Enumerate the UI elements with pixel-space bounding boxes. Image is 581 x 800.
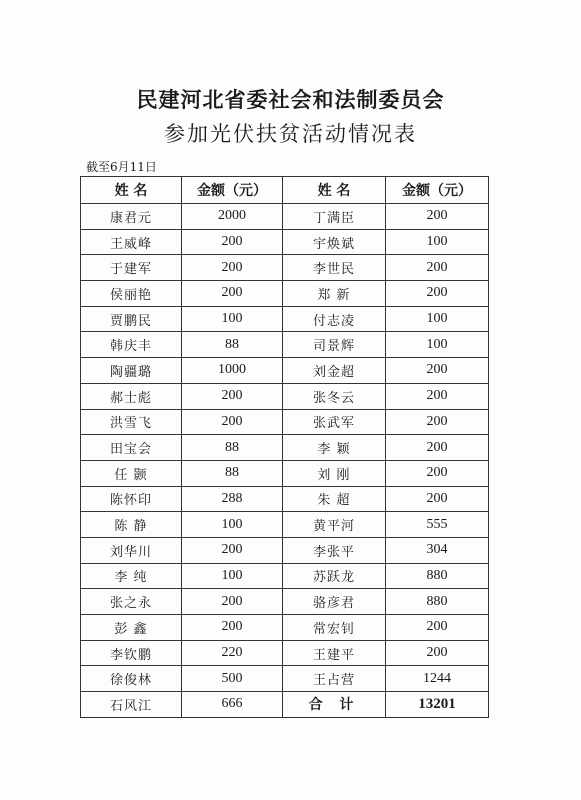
table-row xyxy=(81,383,489,409)
cell-amount-right: 200 xyxy=(386,640,489,666)
cell-amount-right: 880 xyxy=(386,563,489,589)
cell-name-right: 王建平 xyxy=(283,640,386,666)
cell-amount-left: 88 xyxy=(182,435,283,461)
cell-amount-right: 880 xyxy=(386,589,489,615)
cell-name-right: 骆彦君 xyxy=(283,589,386,615)
table-row xyxy=(81,486,489,512)
table-total-row xyxy=(81,692,489,718)
cell-name-right: 李张平 xyxy=(283,537,386,563)
cell-name-right: 黄平河 xyxy=(283,512,386,538)
cell-name-left: 洪雪飞 xyxy=(81,409,182,435)
cell-name-right: 司景辉 xyxy=(283,332,386,358)
cell-name-right: 付志凌 xyxy=(283,306,386,332)
donation-table xyxy=(80,176,489,718)
cell-amount-right: 100 xyxy=(386,332,489,358)
cell-name-left: 刘华川 xyxy=(81,537,182,563)
cell-name-left: 陈怀印 xyxy=(81,486,182,512)
cell-name-left: 陶疆璐 xyxy=(81,358,182,384)
cell-amount-right: 200 xyxy=(386,383,489,409)
cell-amount-left: 666 xyxy=(182,692,283,718)
cell-name-left: 韩庆丰 xyxy=(81,332,182,358)
cell-name-left: 于建军 xyxy=(81,255,182,281)
cell-name-right: 张冬云 xyxy=(283,383,386,409)
cell-amount-right: 200 xyxy=(386,255,489,281)
cell-amount-left: 200 xyxy=(182,281,283,307)
cell-amount-left: 200 xyxy=(182,409,283,435)
cell-amount-right: 200 xyxy=(386,409,489,435)
cell-name-left: 陈 静 xyxy=(81,512,182,538)
cell-name-right: 宇焕斌 xyxy=(283,229,386,255)
cell-amount-right: 555 xyxy=(386,512,489,538)
cell-name-right: 丁满臣 xyxy=(283,204,386,230)
cell-name-left: 彭 鑫 xyxy=(81,615,182,641)
cell-name-right: 王占营 xyxy=(283,666,386,692)
cell-name-left: 康君元 xyxy=(81,204,182,230)
cell-amount-right: 200 xyxy=(386,486,489,512)
cell-amount-left: 288 xyxy=(182,486,283,512)
cell-amount-left: 100 xyxy=(182,306,283,332)
document-title: 民建河北省委社会和法制委员会 xyxy=(136,87,445,112)
cell-amount-left: 100 xyxy=(182,563,283,589)
cell-amount-left: 1000 xyxy=(182,358,283,384)
cell-amount-left: 200 xyxy=(182,255,283,281)
date-note: 截至6月11日 xyxy=(86,160,157,174)
cell-amount-right: 200 xyxy=(386,460,489,486)
table-row xyxy=(81,537,489,563)
cell-name-left: 李钦鹏 xyxy=(81,640,182,666)
cell-amount-right: 200 xyxy=(386,358,489,384)
header-name-left: 姓 名 xyxy=(81,177,182,204)
cell-name-right: 刘 刚 xyxy=(283,460,386,486)
cell-name-left: 王威峰 xyxy=(81,229,182,255)
table-row xyxy=(81,358,489,384)
table-body xyxy=(81,204,489,692)
cell-name-right: 常宏钊 xyxy=(283,615,386,641)
total-label: 合 计 xyxy=(283,692,386,718)
header-amount-right: 金额（元） xyxy=(386,177,489,204)
cell-amount-left: 2000 xyxy=(182,204,283,230)
cell-amount-right: 200 xyxy=(386,281,489,307)
cell-name-left: 徐俊林 xyxy=(81,666,182,692)
table-row xyxy=(81,589,489,615)
table-row xyxy=(81,615,489,641)
cell-name-left: 李 纯 xyxy=(81,563,182,589)
cell-amount-right: 100 xyxy=(386,306,489,332)
cell-name-right: 朱 超 xyxy=(283,486,386,512)
cell-name-left: 侯丽艳 xyxy=(81,281,182,307)
cell-amount-left: 88 xyxy=(182,332,283,358)
table-row xyxy=(81,435,489,461)
table-header-row xyxy=(81,177,489,204)
cell-name-left: 张之永 xyxy=(81,589,182,615)
cell-name-right: 刘金超 xyxy=(283,358,386,384)
table-row xyxy=(81,229,489,255)
table-row xyxy=(81,281,489,307)
cell-amount-right: 100 xyxy=(386,229,489,255)
cell-amount-right: 200 xyxy=(386,204,489,230)
cell-name-right: 郑 新 xyxy=(283,281,386,307)
cell-amount-right: 304 xyxy=(386,537,489,563)
cell-name-right: 张武军 xyxy=(283,409,386,435)
cell-name-left: 任 颢 xyxy=(81,460,182,486)
cell-amount-right: 1244 xyxy=(386,666,489,692)
document-subtitle: 参加光伏扶贫活动情况表 xyxy=(164,122,417,146)
cell-name-right: 苏跃龙 xyxy=(283,563,386,589)
table-row xyxy=(81,512,489,538)
cell-name-right: 李 颖 xyxy=(283,435,386,461)
table-row xyxy=(81,306,489,332)
cell-name-left: 郝士彪 xyxy=(81,383,182,409)
cell-amount-left: 200 xyxy=(182,589,283,615)
cell-amount-right: 200 xyxy=(386,435,489,461)
cell-amount-left: 500 xyxy=(182,666,283,692)
cell-amount-right: 200 xyxy=(386,615,489,641)
cell-amount-left: 200 xyxy=(182,537,283,563)
table-row xyxy=(81,460,489,486)
header-amount-left: 金额（元） xyxy=(182,177,283,204)
cell-amount-left: 200 xyxy=(182,383,283,409)
cell-amount-left: 100 xyxy=(182,512,283,538)
cell-amount-left: 200 xyxy=(182,615,283,641)
cell-amount-left: 220 xyxy=(182,640,283,666)
cell-name-left: 石风江 xyxy=(81,692,182,718)
table-row xyxy=(81,640,489,666)
cell-amount-left: 200 xyxy=(182,229,283,255)
cell-name-left: 田宝会 xyxy=(81,435,182,461)
table-row xyxy=(81,204,489,230)
table-row xyxy=(81,332,489,358)
table-row xyxy=(81,563,489,589)
cell-amount-left: 88 xyxy=(182,460,283,486)
table-row xyxy=(81,255,489,281)
cell-name-left: 贾鹏民 xyxy=(81,306,182,332)
cell-name-right: 李世民 xyxy=(283,255,386,281)
table-row xyxy=(81,409,489,435)
header-name-right: 姓 名 xyxy=(283,177,386,204)
table-row xyxy=(81,666,489,692)
total-value: 13201 xyxy=(386,692,489,718)
